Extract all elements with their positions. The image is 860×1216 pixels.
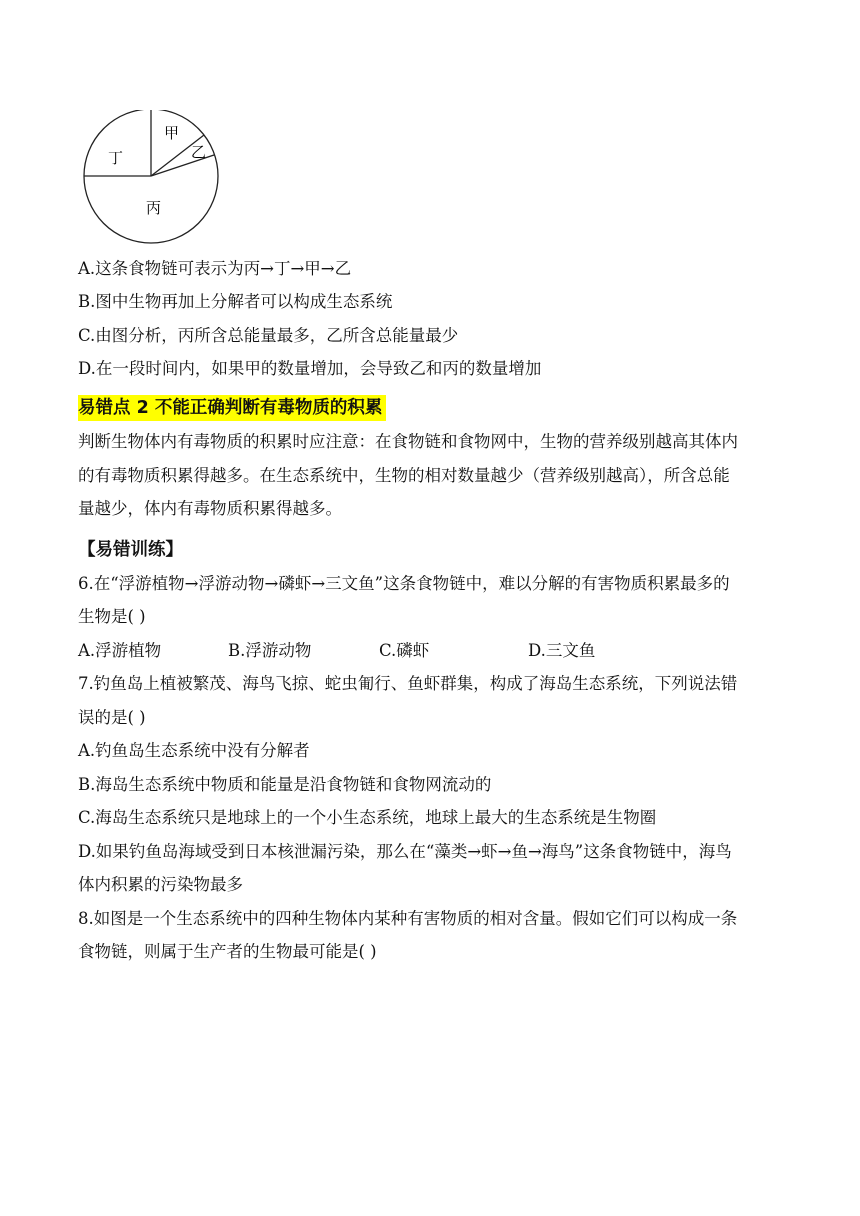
pitfall-body-line: 的有毒物质积累得越多。在生态系统中，生物的相对数量越少（营养级别越高），所含总能: [78, 466, 730, 485]
pitfall-heading: 易错点 2 不能正确判断有毒物质的积累: [78, 395, 386, 421]
q7-option-a: A.钓鱼岛生态系统中没有分解者: [78, 741, 310, 760]
q8-stem-line: 食物链，则属于生产者的生物最可能是( ): [78, 942, 377, 961]
training-title: 【易错训练】: [78, 540, 183, 560]
pie-diagram: [80, 110, 222, 245]
q5-option-a: A.这条食物链可表示为丙→丁→甲→乙: [78, 259, 352, 278]
q6-option-b: B.浮游动物: [228, 641, 312, 660]
q6-option-d: D.三文鱼: [528, 641, 596, 660]
q5-option-d: D.在一段时间内，如果甲的数量增加，会导致乙和丙的数量增加: [78, 359, 542, 378]
pitfall-body-line: 量越少，体内有毒物质积累得越多。: [78, 499, 342, 518]
q7-stem-line: 7.钓鱼岛上植被繁茂、海鸟飞掠、蛇虫匍行、鱼虾群集，构成了海岛生态系统，下列说法错: [78, 674, 738, 693]
q8-stem-line: 8.如图是一个生态系统中的四种生物体内某种有害物质的相对含量。假如它们可以构成一条: [78, 909, 738, 928]
q5-option-b: B.图中生物再加上分解者可以构成生态系统: [78, 292, 393, 311]
q6-option-c: C.磷虾: [379, 641, 430, 660]
q6-stem-line: 生物是( ): [78, 607, 146, 626]
q7-option-c: C.海岛生态系统只是地球上的一个小生态系统，地球上最大的生态系统是生物圈: [78, 808, 657, 827]
q7-option-d-cont: 体内积累的污染物最多: [78, 875, 243, 894]
q6-stem-line: 6.在“浮游植物→浮游动物→磷虾→三文鱼”这条食物链中，难以分解的有害物质积累最多的: [78, 574, 730, 593]
q7-option-b: B.海岛生态系统中物质和能量是沿食物链和食物网流动的: [78, 775, 492, 794]
q7-stem-line: 误的是( ): [78, 708, 146, 727]
q6-option-a: A.浮游植物: [78, 641, 162, 660]
label-bing: 丙: [146, 199, 162, 217]
q5-option-c: C.由图分析，丙所含总能量最多，乙所含总能量最少: [78, 326, 459, 345]
label-jia: 甲: [164, 124, 180, 142]
pitfall-body-line: 判断生物体内有毒物质的积累时应注意：在食物链和食物网中，生物的营养级别越高其体内: [78, 432, 738, 451]
q7-option-d: D.如果钓鱼岛海域受到日本核泄漏污染，那么在“藻类→虾→鱼→海鸟”这条食物链中，海鸟: [78, 842, 732, 861]
label-yi: 乙: [191, 143, 207, 161]
label-ding: 丁: [108, 149, 124, 167]
pie-figure: [80, 110, 222, 245]
